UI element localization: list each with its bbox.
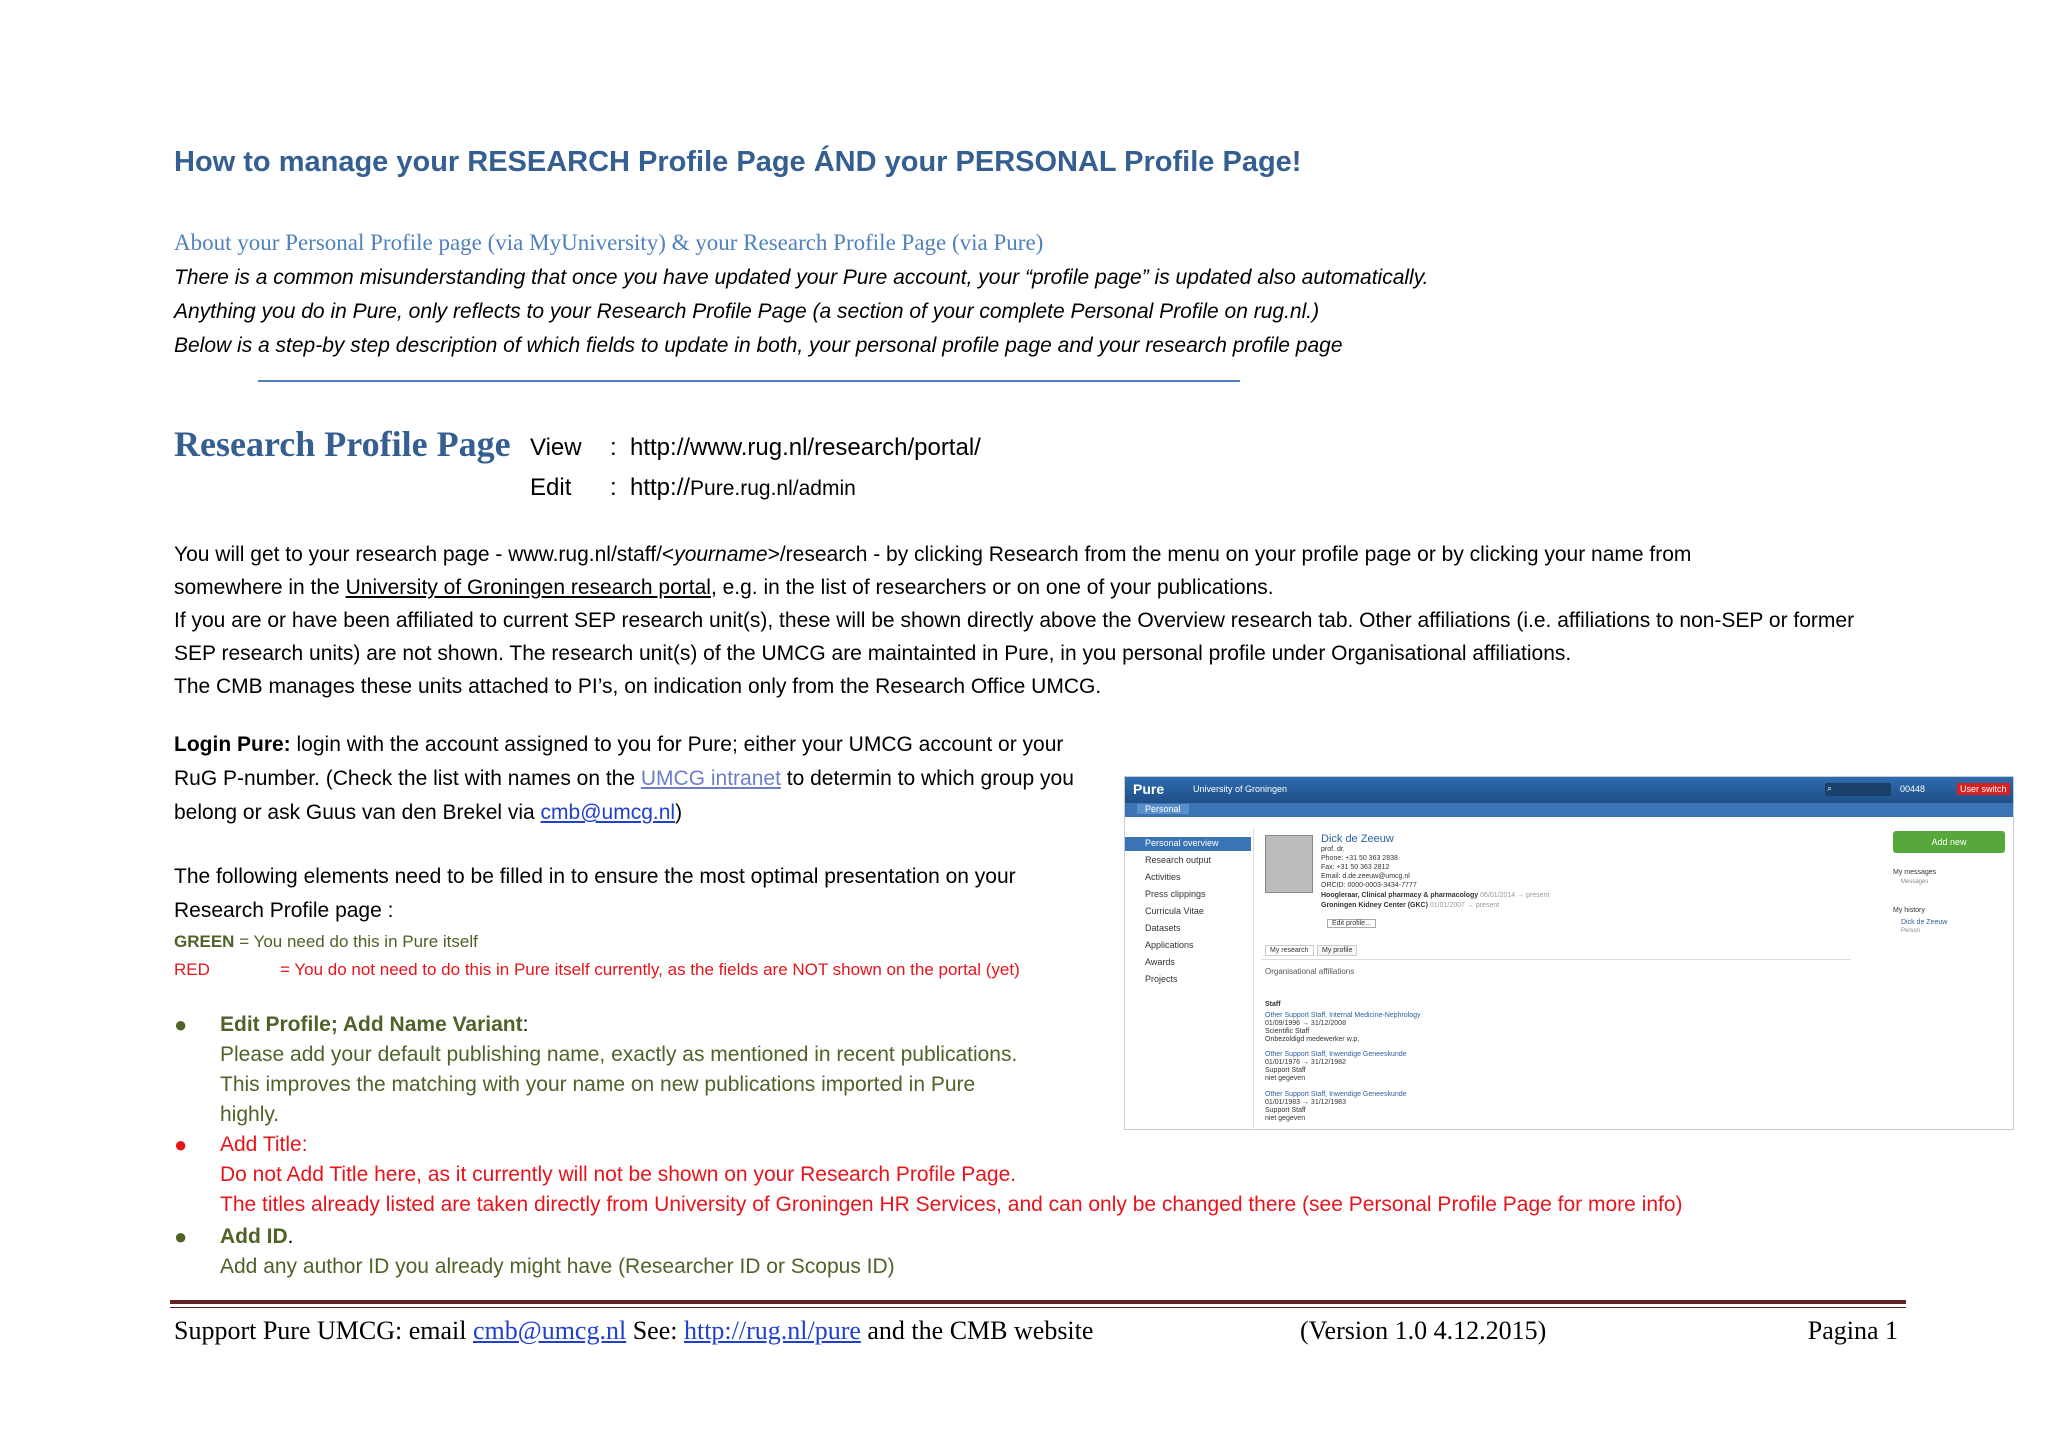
tab-personal[interactable]: Personal: [1137, 804, 1189, 814]
affiliation-link[interactable]: Other Support Staff, Inwendige Geneeskunde: [1265, 1091, 1407, 1098]
view-url[interactable]: http://www.rug.nl/research/portal/: [630, 434, 981, 461]
p1-text-a: You will get to your research page - www.rug.nl/staff/<: [174, 543, 675, 566]
bullet-title: Add ID: [220, 1225, 288, 1248]
search-input[interactable]: [1825, 783, 1891, 796]
history-sub: Person: [1901, 928, 1921, 934]
user-menu[interactable]: 00448: [1900, 784, 1926, 794]
tab-my-research[interactable]: My research: [1265, 945, 1314, 956]
research-portal-link[interactable]: University of Groningen research portal: [345, 576, 711, 599]
pure-right-panel: [1885, 829, 2013, 1129]
login-text-a: login with the account assigned to you for Pure; either your UMCG account or your RuG P-number. (Check the list with names on the: [174, 733, 1064, 790]
position-date: 06/01/2014 → present: [1478, 892, 1550, 899]
pure-topbar: [1125, 777, 2013, 803]
affiliation-line: Onbezoldigd medewerker w.p.: [1265, 1036, 1360, 1043]
sidebar-item-awards[interactable]: Awards: [1145, 957, 1175, 967]
pure-sidebar: [1125, 829, 1254, 1129]
profile-name: Dick de Zeeuw: [1321, 833, 1394, 845]
login-text-c: ): [675, 801, 683, 824]
my-messages-label[interactable]: My messages: [1893, 869, 1937, 876]
bullet-line: highly.: [220, 1103, 280, 1126]
pure-logo: Pure: [1133, 781, 1165, 797]
document-title: How to manage your RESEARCH Profile Page ÁND your PERSONAL Profile Page!: [174, 146, 1302, 178]
view-sep: :: [610, 434, 617, 461]
affiliation-link[interactable]: Other Support Staff, Internal Medicine-Nephrology: [1265, 1012, 1421, 1019]
p1-yourname: yourname: [674, 543, 768, 566]
affiliation-date: 01/01/1976 → 31/12/1982: [1265, 1059, 1346, 1066]
sidebar-item-activities[interactable]: Activities: [1145, 872, 1181, 882]
sidebar-item-research-output[interactable]: Research output: [1145, 855, 1212, 865]
tab-divider: [1261, 959, 1851, 960]
green-text: = You need do this in Pure itself: [234, 932, 478, 951]
tab-my-profile[interactable]: My profile: [1317, 945, 1357, 956]
bullet-line: The titles already listed are taken directly from University of Groningen HR Services, and can only be changed there (see Personal Profile Page for more info): [220, 1193, 1683, 1216]
center-title: Groningen Kidney Center (GKC): [1321, 902, 1428, 909]
position-line: [1321, 892, 1549, 899]
login-paragraph: [174, 728, 1104, 830]
bullet-line: Do not Add Title here, as it currently will not be shown on your Research Profile Page.: [220, 1163, 1017, 1186]
bullet-line: Please add your default publishing name, exactly as mentioned in recent publications.: [220, 1043, 1018, 1066]
bullet-dot: ●: [174, 1224, 188, 1249]
bullet-colon: :: [522, 1013, 529, 1036]
avatar: [1265, 835, 1313, 893]
profile-line: ORCID: 0000-0003-3434-7777: [1321, 882, 1417, 889]
affiliation-date: 01/01/1983 → 31/12/1983: [1265, 1099, 1346, 1106]
affiliation-line: Scientific Staff: [1265, 1028, 1310, 1035]
edit-url-prefix: http://: [630, 474, 691, 501]
red-text: = You do not need to do this in Pure itself currently, as the fields are NOT shown on the portal (yet): [280, 960, 1020, 979]
legend-red: [174, 960, 210, 980]
sidebar-item-datasets[interactable]: Datasets: [1145, 923, 1181, 933]
sidebar-item-personal-overview[interactable]: Personal overview: [1145, 838, 1219, 848]
footer-support: [174, 1316, 1093, 1346]
bullet-dot: ●: [174, 1132, 188, 1157]
bullet-title: Add Title:: [220, 1133, 308, 1156]
profile-line: prof. dr.: [1321, 846, 1345, 853]
footer-page-number: Pagina 1: [1807, 1316, 1898, 1345]
footer-email-link[interactable]: cmb@umcg.nl: [473, 1316, 627, 1345]
edit-sep: :: [610, 474, 617, 501]
cmb-units-text: The CMB manages these units attached to PI’s, on indication only from the Research Office UMCG.: [174, 675, 1102, 698]
login-text-b: to determin to which group you belong or ask Guus van den Brekel via: [174, 767, 1074, 824]
footer-text-b: See:: [626, 1316, 684, 1345]
cmb-email-link[interactable]: cmb@umcg.nl: [540, 801, 676, 824]
search-icon: ⌕: [1827, 783, 1833, 793]
bullet-edit-profile: [174, 1010, 1017, 1130]
p1-text-e: , e.g. in the list of researchers or on one of your publications.: [710, 576, 1274, 599]
pure-main: [1261, 829, 1861, 1129]
footer-rule-thin: [170, 1307, 1906, 1308]
pure-subbar: [1125, 803, 2013, 817]
profile-line: Fax: +31 50 363 2812: [1321, 864, 1390, 871]
edit-label: Edit: [530, 474, 572, 501]
bullet-line: Add any author ID you already might have (Researcher ID or Scopus ID): [220, 1255, 895, 1278]
messages-sub: Messages: [1901, 879, 1929, 885]
affiliation-line: Support Staff: [1265, 1107, 1306, 1114]
add-new-button[interactable]: Add new: [1893, 831, 2005, 853]
sidebar-item-projects[interactable]: Projects: [1145, 974, 1178, 984]
edit-url[interactable]: [630, 474, 856, 502]
profile-line: Email: d.de.zeeuw@umcg.nl: [1321, 873, 1410, 880]
pure-university: University of Groningen: [1193, 784, 1288, 794]
center-date: 01/01/2007 → present: [1427, 902, 1500, 909]
my-history-label: My history: [1893, 907, 1925, 914]
bullet-colon: .: [287, 1225, 294, 1248]
intro-line-2: Anything you do in Pure, only reflects to your Research Profile Page (a section of your complete Personal Profile on rug.nl.): [174, 300, 1320, 323]
footer-text-c: and the CMB website: [860, 1316, 1094, 1345]
affiliation-line: niet gegeven: [1265, 1075, 1306, 1082]
profile-line: Phone: +31 50 363 2838: [1321, 855, 1398, 862]
subheading: About your Personal Profile page (via MyUniversity) & your Research Profile Page (via Pure): [174, 230, 1044, 255]
bullet-dot: ●: [174, 1012, 188, 1037]
footer-pure-link[interactable]: http://rug.nl/pure: [683, 1316, 861, 1345]
affiliation-line: niet gegeven: [1265, 1115, 1306, 1122]
footer-version: (Version 1.0 4.12.2015): [1300, 1316, 1547, 1345]
sidebar-item-curricula-vitae[interactable]: Curricula Vitae: [1145, 906, 1204, 916]
p1-text-c: >/research - by clicking Research from the menu on your profile page or by clicking your name from: [767, 543, 1692, 566]
position-title: Hoogleraar, Clinical pharmacy & pharmacology: [1321, 892, 1479, 899]
footer-text-a: Support Pure UMCG: email: [174, 1316, 473, 1345]
intro-line-3: Below is a step-by step description of which fields to update in both, your personal profile page and your research profile page: [174, 334, 1343, 357]
affiliation-date: 01/09/1996 → 31/12/2008: [1265, 1020, 1346, 1027]
affiliation-line: Support Staff: [1265, 1067, 1306, 1074]
center-line: [1321, 902, 1499, 909]
research-profile-heading: Research Profile Page: [174, 424, 511, 464]
footer-rule: [170, 1300, 1906, 1304]
research-page-paragraph: [174, 538, 1894, 703]
intro-line-1: There is a common misunderstanding that once you have updated your Pure account, your “profile page” is updated also automatically.: [174, 266, 1429, 289]
umcg-intranet-link[interactable]: UMCG intranet: [640, 767, 781, 790]
pure-screenshot: [1124, 776, 2014, 1130]
edit-url-rest: Pure.rug.nl/admin: [690, 477, 856, 500]
bullet-add-title: [174, 1130, 1683, 1220]
edit-profile-button[interactable]: Edit profile...: [1327, 919, 1376, 928]
user-switch-button[interactable]: User switch: [1957, 783, 2010, 795]
elements-intro: The following elements need to be filled in to ensure the most optimal presentation on your Research Profile page :: [174, 865, 1016, 922]
section-divider: [258, 380, 1240, 382]
bullet-title: Edit Profile; Add Name Variant: [220, 1013, 523, 1036]
staff-label: Staff: [1265, 1001, 1281, 1008]
sidebar-item-applications[interactable]: Applications: [1145, 940, 1194, 950]
affiliation-link[interactable]: Other Support Staff, Inwendige Geneeskunde: [1265, 1051, 1407, 1058]
legend-green: [174, 932, 478, 952]
sep-affiliation-text: If you are or have been affiliated to current SEP research unit(s), these will be shown directly above the Overview research tab. Other affiliations (i.e. affiliations to non-SEP or former SEP research units) are not shown. The research unit(s) of the UMCG are maintainted in Pure, in you personal profile under Organisational affiliations.: [174, 609, 1855, 665]
p1-text-d: somewhere in the: [174, 576, 346, 599]
section-title: Organisational affiliations: [1265, 967, 1355, 976]
green-label: GREEN: [174, 932, 235, 951]
login-label: Login Pure:: [174, 733, 291, 756]
bullet-add-id: [174, 1222, 895, 1282]
view-label: View: [530, 434, 582, 461]
red-label: RED: [174, 960, 210, 979]
bullet-line: This improves the matching with your name on new publications imported in Pure: [220, 1073, 976, 1096]
history-item[interactable]: Dick de Zeeuw: [1901, 919, 1948, 926]
sidebar-item-press-clippings[interactable]: Press clippings: [1145, 889, 1206, 899]
